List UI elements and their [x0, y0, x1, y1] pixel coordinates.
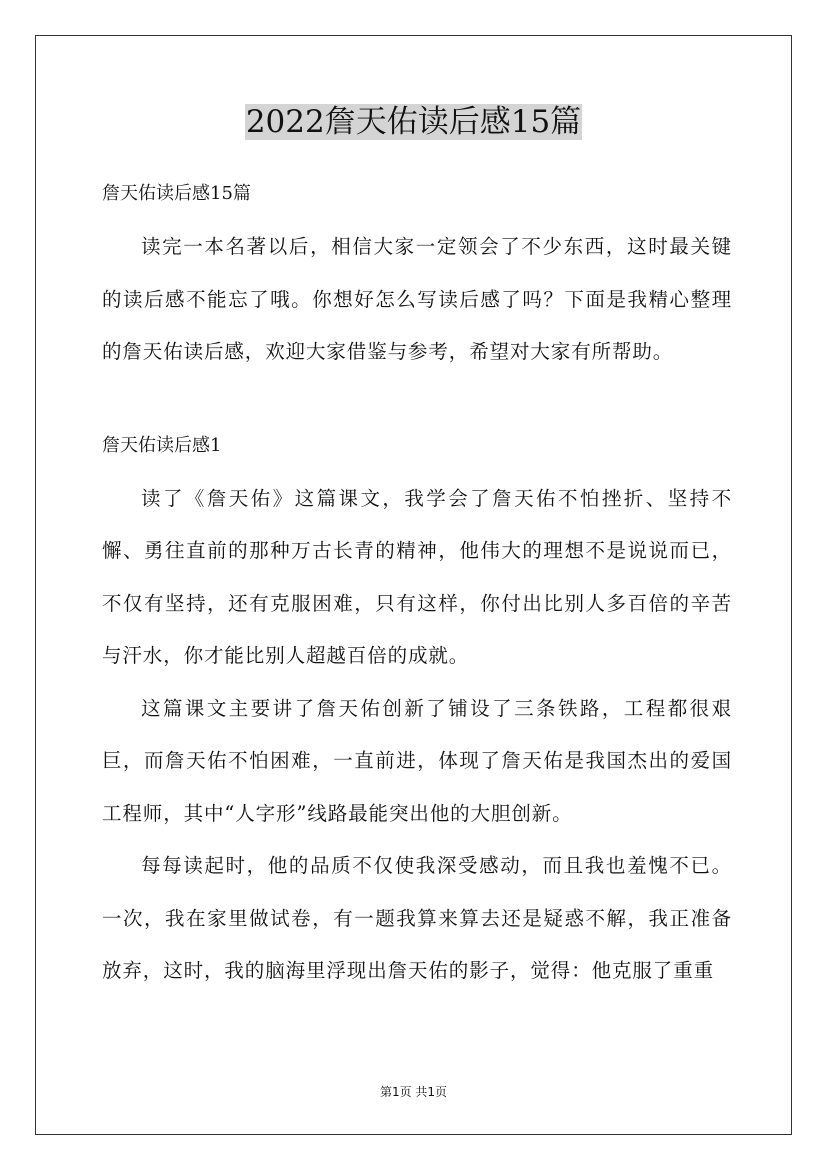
spacer [102, 379, 732, 425]
section-1-heading: 詹天佑读后感1 [102, 434, 222, 456]
document-body [102, 173, 732, 998]
section-1-paragraph: 读了《詹天佑》这篇课文，我学会了詹天佑不怕挫折、坚持不懈、勇往直前的那种万古长青的精神，他伟大的理想不是说说而已，不仅有坚持，还有克服困难，只有这样，你付出比别人多百倍的辛苦与汗水，你才能比别人超越百倍的成就。 [102, 486, 732, 667]
document-title-text: 2022詹天佑读后感15篇 [245, 104, 582, 140]
intro-paragraph: 读完一本名著以后，相信大家一定领会了不少东西，这时最关键的读后感不能忘了哦。你想好怎么写读后感了吗？下面是我精心整理的詹天佑读后感，欢迎大家借鉴与参考，希望对大家有所帮助。 [102, 235, 732, 363]
intro-heading: 詹天佑读后感15篇 [102, 183, 251, 204]
section-1-paragraph: 每每读起时，他的品质不仅使我深受感动，而且我也羞愧不已。一次，我在家里做试卷，有一题我算来算去还是疑惑不解，我正准备放弃，这时，我的脑海里浮现出詹天佑的影子，觉得：他克服了重重 [102, 854, 732, 982]
section-1-paragraph: 这篇课文主要讲了詹天佑创新了铺设了三条铁路，工程都很艰巨，而詹天佑不怕困难，一直前进，体现了詹天佑是我国杰出的爱国工程师，其中“人字形”线路最能突出他的大胆创新。 [102, 696, 732, 825]
document-title [0, 98, 827, 146]
page-number-footer: 第1页 共1页 [379, 1085, 448, 1099]
